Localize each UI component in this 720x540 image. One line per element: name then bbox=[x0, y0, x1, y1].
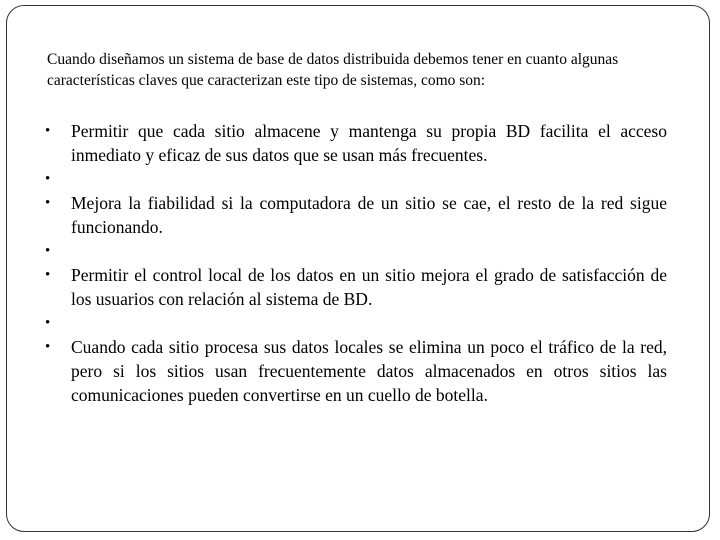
bullet-item-2 bbox=[45, 167, 667, 191]
bullet-dot-icon: • bbox=[45, 339, 51, 355]
slide-frame bbox=[6, 5, 710, 532]
bullet-item-6 bbox=[45, 311, 667, 335]
bullet-dot-icon: • bbox=[45, 315, 51, 331]
bullet-dot-icon: • bbox=[45, 123, 51, 139]
bullet-text-5: Permitir el control local de los datos en un sitio mejora el grado de satisfacción de los usuarios con relación al sistema de BD. bbox=[71, 265, 667, 309]
bullet-dot-icon: • bbox=[45, 267, 51, 283]
bullet-text-7: Cuando cada sitio procesa sus datos locales se elimina un poco el tráfico de la red, pero si los sitios usan frecuentemente datos almacenados en otros sitios las comunicaciones pueden convertirse en un cuello de botella. bbox=[71, 337, 667, 405]
bullet-dot-icon: • bbox=[45, 243, 51, 259]
bullet-dot-icon: • bbox=[45, 171, 51, 187]
bullet-list bbox=[45, 119, 667, 407]
bullet-text-3: Mejora la fiabilidad si la computadora de un sitio se cae, el resto de la red sigue funcionando. bbox=[71, 193, 667, 237]
bullet-dot-icon: • bbox=[45, 195, 51, 211]
bullet-item-3 bbox=[45, 191, 667, 239]
bullet-item-4 bbox=[45, 239, 667, 263]
intro-paragraph: Cuando diseñamos un sistema de base de datos distribuida debemos tener en cuanto algunas características claves que caracterizan este tipo de sistemas, como son: bbox=[47, 51, 619, 89]
bullet-item-7 bbox=[45, 335, 667, 407]
bullet-item-5 bbox=[45, 263, 667, 311]
bullet-text-1: Permitir que cada sitio almacene y mantenga su propia BD facilita el acceso inmediato y eficaz de sus datos que se usan más frecuentes. bbox=[71, 121, 667, 165]
bullet-item-1 bbox=[45, 119, 667, 167]
